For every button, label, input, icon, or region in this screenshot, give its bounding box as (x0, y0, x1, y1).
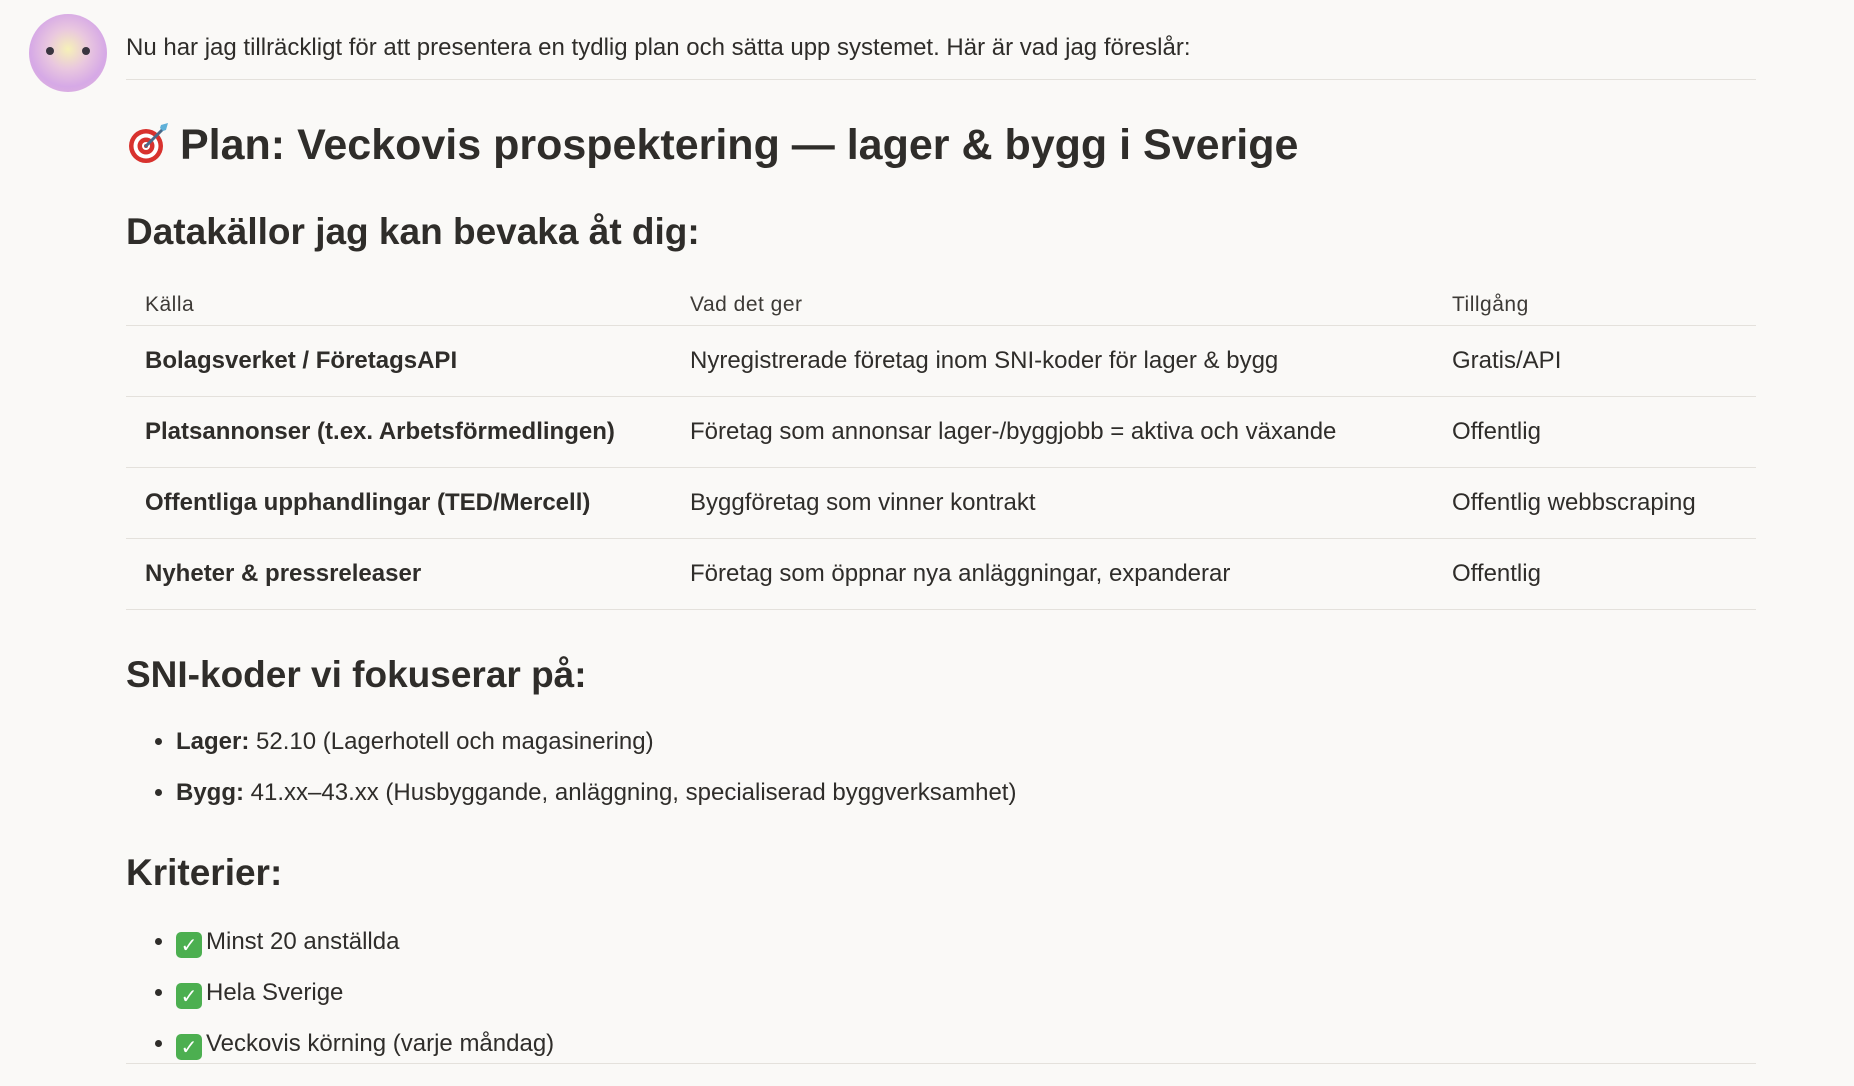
list-item (176, 967, 554, 1018)
check-mark-icon: ✓ (176, 983, 202, 1009)
table-row (126, 468, 1756, 539)
list-item (176, 716, 1016, 767)
table-cell-value: Nyregistrerade företag inom SNI-koder för lager & bygg (671, 326, 1433, 397)
check-mark-icon: ✓ (176, 932, 202, 958)
criteria-heading: Kriterier: (126, 852, 283, 893)
plan-title-text: Plan: Veckovis prospektering — lager & bygg i Sverige (180, 121, 1299, 169)
table-cell-value: Företag som annonsar lager-/byggjobb = aktiva och växande (671, 397, 1433, 468)
criteria-list (126, 916, 554, 1069)
assistant-avatar (29, 14, 107, 92)
list-item-text: 52.10 (Lagerhotell och magasinering) (249, 728, 654, 755)
check-mark-icon: ✓ (176, 1034, 202, 1060)
intro-text: Nu har jag tillräckligt för att presentera en tydlig plan och sätta upp systemet. Här är vad jag föreslår: (126, 34, 1191, 61)
list-item (176, 916, 554, 967)
column-header-source: Källa (126, 285, 671, 326)
avatar-eye-right (82, 47, 90, 55)
list-item-label: Lager: (176, 728, 250, 755)
divider (126, 79, 1756, 80)
list-item-text: Veckovis körning (varje måndag) (206, 1030, 555, 1057)
table-header-row (126, 285, 1756, 326)
sources-table (126, 285, 1756, 610)
dart-target-icon (126, 121, 170, 165)
list-item-text: Minst 20 anställda (206, 928, 400, 955)
list-item-label: Bygg: (176, 779, 244, 806)
table-cell-source: Offentliga upphandlingar (TED/Mercell) (126, 468, 671, 539)
plan-title (126, 115, 1298, 175)
table-cell-source: Nyheter & pressreleaser (126, 539, 671, 610)
table-cell-source: Bolagsverket / FöretagsAPI (126, 326, 671, 397)
table-row (126, 397, 1756, 468)
table-row (126, 326, 1756, 397)
column-header-access: Tillgång (1433, 285, 1756, 326)
table-cell-value: Företag som öppnar nya anläggningar, expanderar (671, 539, 1433, 610)
column-header-value: Vad det ger (671, 285, 1433, 326)
table-cell-access: Offentlig (1433, 539, 1756, 610)
table-cell-value: Byggföretag som vinner kontrakt (671, 468, 1433, 539)
sni-list (126, 716, 1016, 818)
avatar-eye-left (46, 47, 54, 55)
list-item (176, 1018, 554, 1069)
list-item (176, 767, 1016, 818)
list-item-text: 41.xx–43.xx (Husbyggande, anläggning, specialiserad byggverksamhet) (244, 779, 1017, 806)
list-item-text: Hela Sverige (206, 979, 344, 1006)
sni-heading: SNI-koder vi fokuserar på: (126, 654, 587, 695)
table-cell-access: Gratis/API (1433, 326, 1756, 397)
table-row (126, 539, 1756, 610)
table-cell-access: Offentlig webbscraping (1433, 468, 1756, 539)
sources-heading: Datakällor jag kan bevaka åt dig: (126, 211, 700, 252)
table-cell-access: Offentlig (1433, 397, 1756, 468)
table-cell-source: Platsannonser (t.ex. Arbetsförmedlingen) (126, 397, 671, 468)
divider (126, 1063, 1756, 1064)
